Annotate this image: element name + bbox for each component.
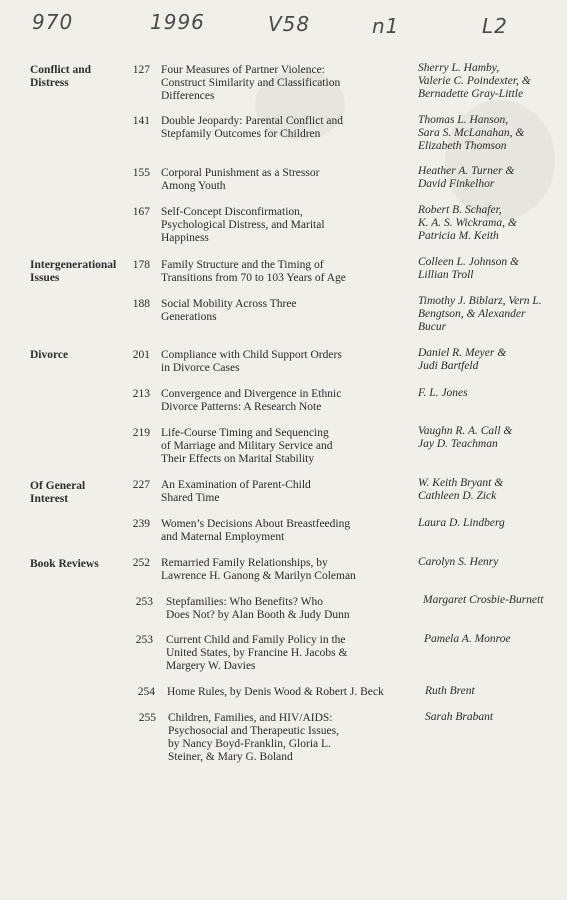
article-title: Current Child and Family Policy in the United States, by Francine H. Jacobs & Margery W. Davies <box>166 634 348 672</box>
section-heading: Book Reviews <box>30 558 99 570</box>
section-heading: Conflict and Distress <box>30 64 92 89</box>
article-authors: Pamela A. Monroe <box>424 633 511 645</box>
page-number: 252 <box>132 557 150 569</box>
page-number: 254 <box>137 686 155 698</box>
page-number: 213 <box>132 388 150 400</box>
page-number: 155 <box>132 167 150 179</box>
page-number: 255 <box>138 712 156 724</box>
article-title: Self-Concept Disconfirmation, Psychological Distress, and Marital Happiness <box>161 206 325 244</box>
article-authors: Sherry L. Hamby, Valerie C. Poindexter, & Bernadette Gray-Little <box>418 62 531 100</box>
article-title: Double Jeopardy: Parental Conflict and Stepfamily Outcomes for Children <box>161 115 344 140</box>
article-title: Remarried Family Relationships, by Lawrence H. Ganong & Marilyn Coleman <box>161 557 356 582</box>
handwritten-volume: V58 <box>268 12 311 36</box>
article-title: Four Measures of Partner Violence: Construct Similarity and Classification Differences <box>161 64 341 102</box>
article-authors: Margaret Crosbie-Burnett <box>423 594 544 606</box>
page-number: 141 <box>132 115 150 127</box>
page-number: 178 <box>132 259 150 271</box>
article-authors: F. L. Jones <box>418 387 468 399</box>
article-authors: Vaughn R. A. Call & Jay D. Teachman <box>418 425 513 450</box>
page-number: 253 <box>135 596 153 608</box>
article-title: Home Rules, by Denis Wood & Robert J. Beck <box>167 686 384 698</box>
page-number: 188 <box>132 298 150 310</box>
article-authors: Heather A. Turner & David Finkelhor <box>418 165 515 190</box>
section-heading: Divorce <box>30 349 69 361</box>
article-title: Life-Course Timing and Sequencing of Marriage and Military Service and Their Effects on Marital Stability <box>161 427 333 465</box>
article-title: An Examination of Parent-Child Shared Time <box>161 479 311 504</box>
page-number: 127 <box>132 64 150 76</box>
page-number: 253 <box>135 634 153 646</box>
article-title: Corporal Punishment as a Stressor Among Youth <box>161 167 320 192</box>
page-number: 227 <box>132 479 150 491</box>
section-heading: Of General Interest <box>30 480 86 505</box>
article-authors: Thomas L. Hanson, Sara S. McLanahan, & Elizabeth Thomson <box>418 114 525 152</box>
article-authors: Sarah Brabant <box>425 711 494 723</box>
page-number: 201 <box>132 349 150 361</box>
handwritten-call-number: 970 <box>32 10 74 34</box>
page-number: 239 <box>132 518 150 530</box>
article-authors: Laura D. Lindberg <box>418 517 505 529</box>
handwritten-year: 1996 <box>150 10 205 34</box>
page-number: 219 <box>132 427 150 439</box>
article-title: Family Structure and the Timing of Transitions from 70 to 103 Years of Age <box>161 259 346 284</box>
article-authors: Carolyn S. Henry <box>418 556 499 568</box>
article-title: Social Mobility Across Three Generations <box>161 298 297 323</box>
handwritten-mark: L2 <box>482 14 508 38</box>
article-title: Convergence and Divergence in Ethnic Divorce Patterns: A Research Note <box>161 388 342 413</box>
article-authors: Daniel R. Meyer & Judi Bartfeld <box>418 347 507 372</box>
article-authors: Timothy J. Biblarz, Vern L. Bengtson, & Alexander Bucur <box>418 295 542 333</box>
article-title: Children, Families, and HIV/AIDS: Psychosocial and Therapeutic Issues, by Nancy Boyd-Franklin, Gloria L. Steiner, & Mary G. Boland <box>168 712 339 763</box>
article-authors: W. Keith Bryant & Cathleen D. Zick <box>418 477 504 502</box>
page-number: 167 <box>132 206 150 218</box>
article-title: Women’s Decisions About Breastfeeding and Maternal Employment <box>161 518 351 543</box>
article-title: Stepfamilies: Who Benefits? Who Does Not? by Alan Booth & Judy Dunn <box>166 596 350 621</box>
handwritten-issue: n1 <box>372 14 400 38</box>
article-authors: Colleen L. Johnson & Lillian Troll <box>418 256 519 281</box>
section-heading: Intergenerational Issues <box>30 259 117 284</box>
article-authors: Ruth Brent <box>425 685 475 697</box>
article-authors: Robert B. Schafer, K. A. S. Wickrama, & Patricia M. Keith <box>418 204 517 242</box>
article-title: Compliance with Child Support Orders in Divorce Cases <box>161 349 342 374</box>
